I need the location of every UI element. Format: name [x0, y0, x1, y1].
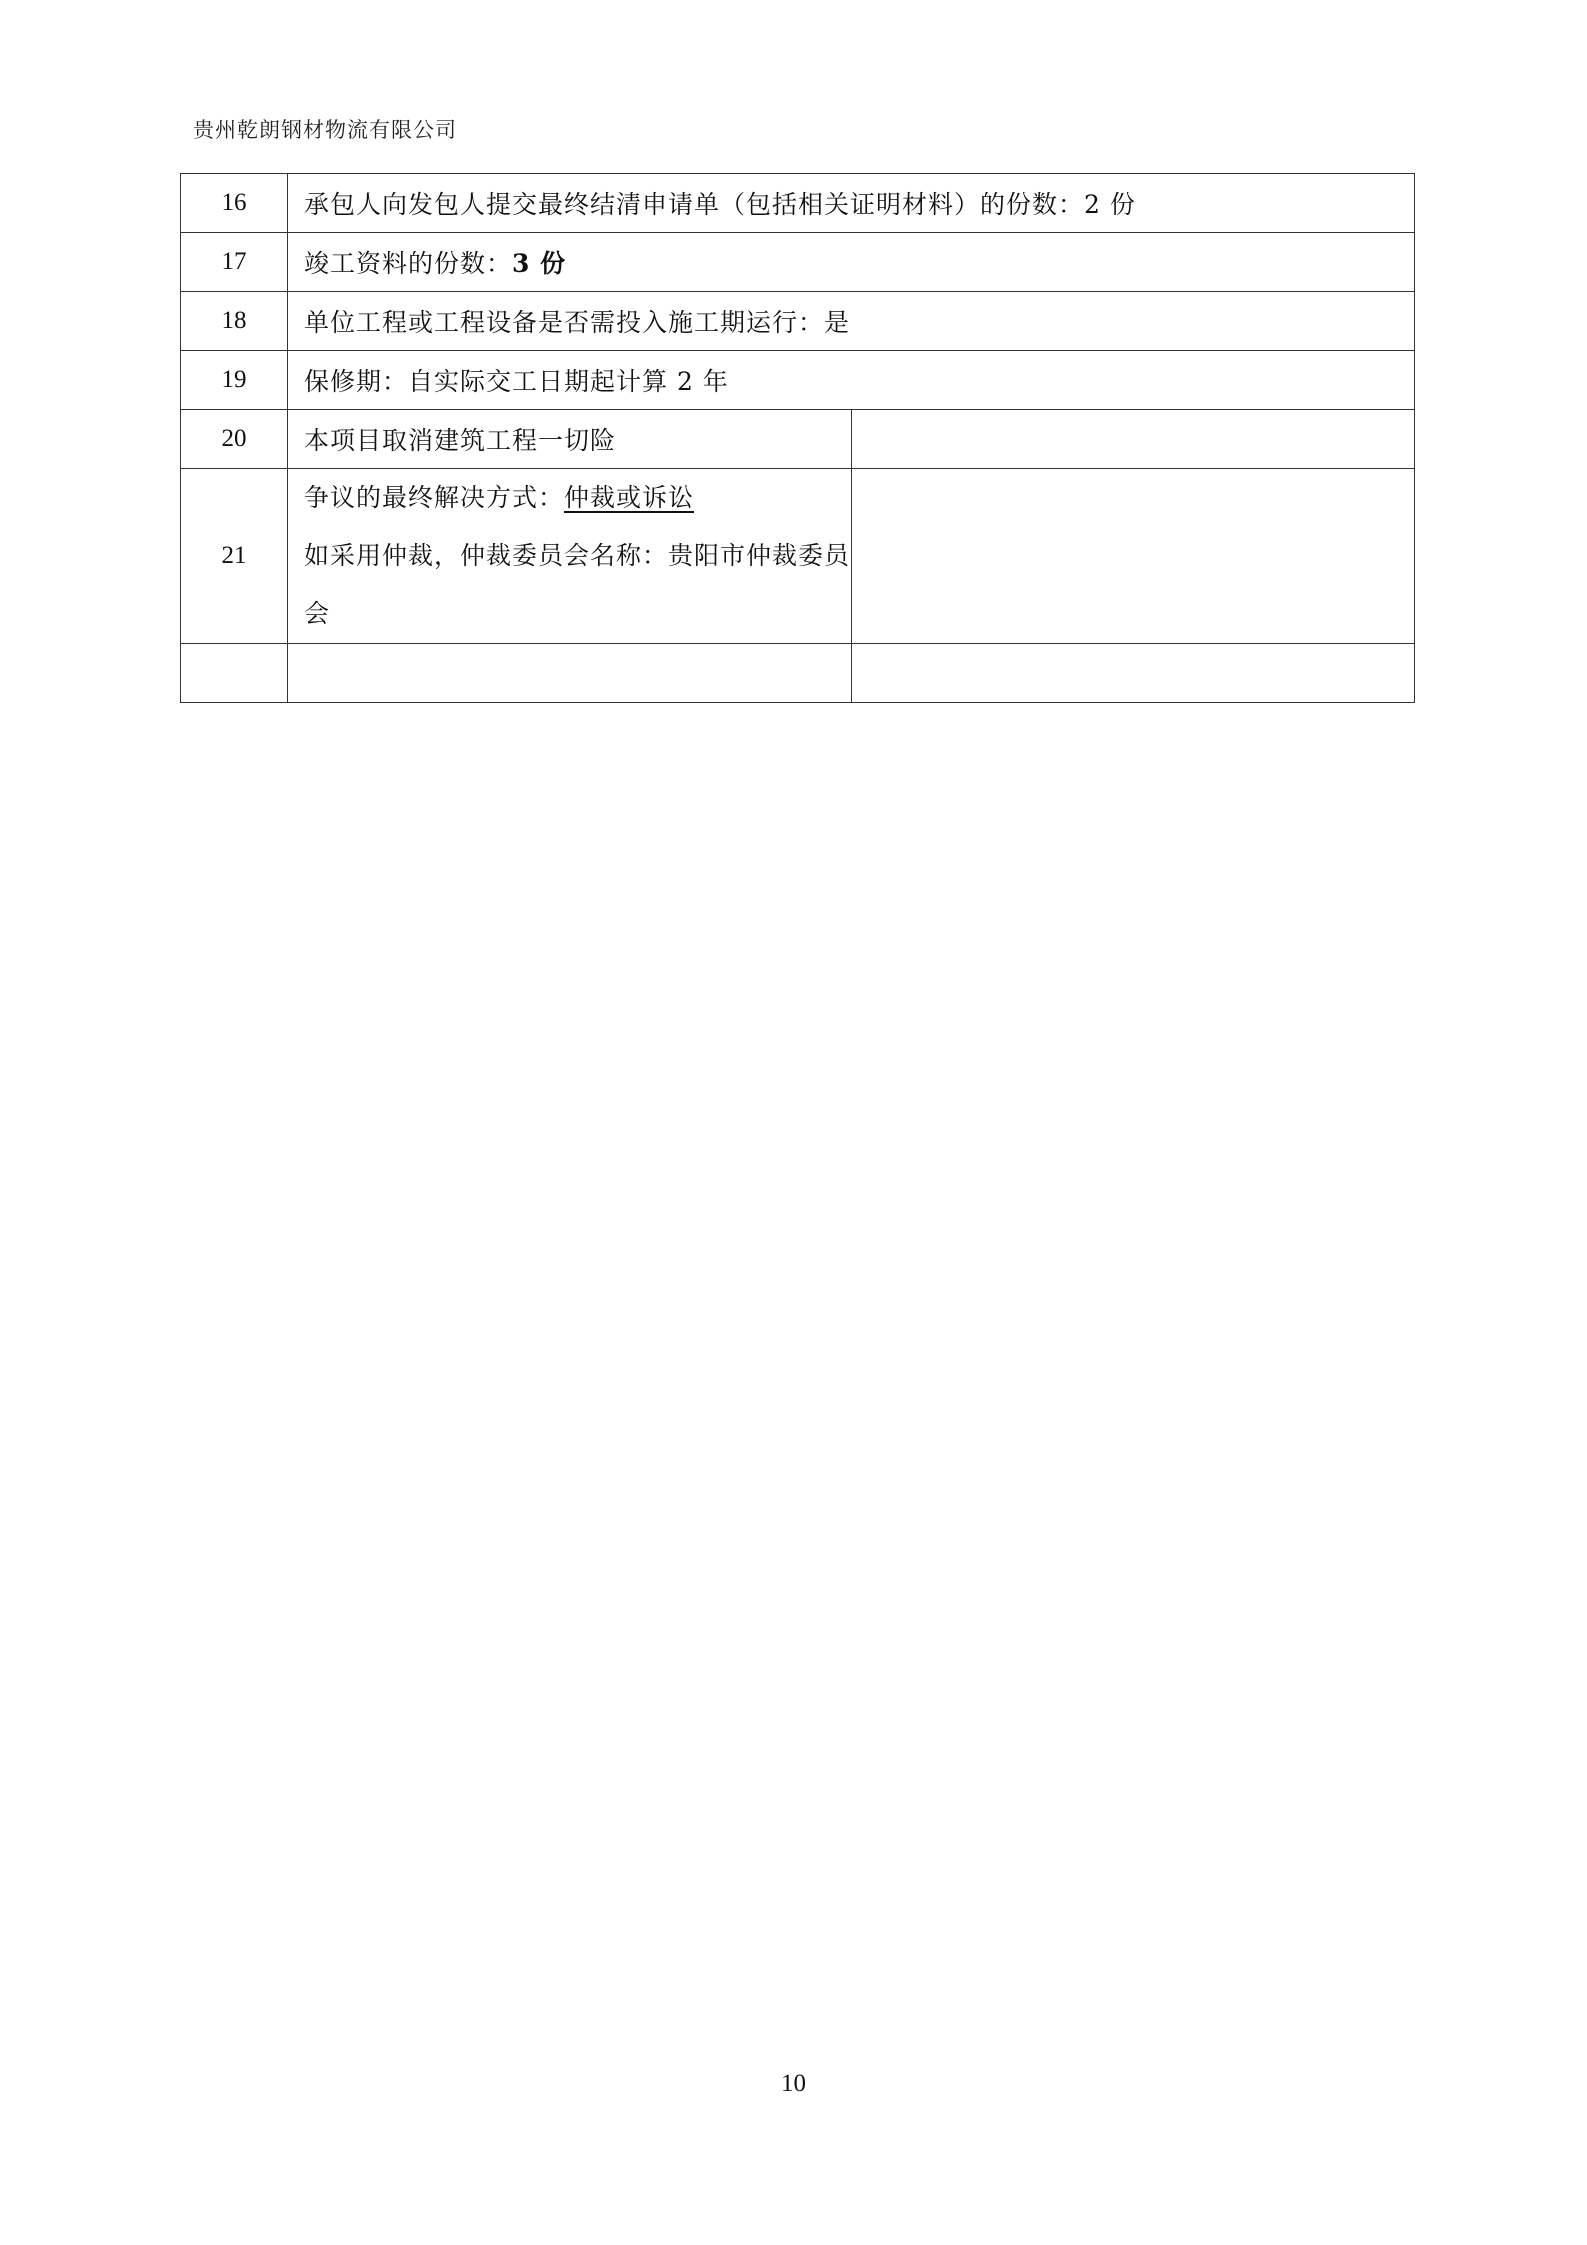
table-row — [181, 410, 1415, 469]
row-content: 单位工程或工程设备是否需投入施工期运行：是 — [288, 292, 1415, 351]
row-number: 17 — [181, 233, 288, 292]
table-row — [181, 469, 1415, 644]
empty-cell — [181, 644, 288, 703]
row-number: 19 — [181, 351, 288, 410]
row-number: 16 — [181, 174, 288, 233]
row-number: 18 — [181, 292, 288, 351]
company-header: 贵州乾朗钢材物流有限公司 — [193, 118, 457, 142]
table-row — [181, 351, 1415, 410]
table-row — [181, 174, 1415, 233]
empty-cell — [288, 644, 852, 703]
arbitration-line: 如采用仲裁，仲裁委员会名称：贵阳市仲裁委员会 — [304, 541, 851, 628]
row-content: 保修期：自实际交工日期起计算 2 年 — [288, 351, 1415, 410]
empty-cell — [851, 410, 1415, 469]
table-row — [181, 644, 1415, 703]
row-label: 竣工资料的份数： — [304, 249, 513, 278]
table-row — [181, 292, 1415, 351]
dispute-resolution-value: 仲裁或诉讼 — [564, 483, 695, 512]
row-content — [288, 469, 852, 644]
contract-terms-table — [180, 173, 1415, 703]
empty-cell — [851, 469, 1415, 644]
row-content: 本项目取消建筑工程一切险 — [288, 410, 852, 469]
row-value: 3 份 — [512, 249, 567, 278]
row-number: 20 — [181, 410, 288, 469]
row-content: 承包人向发包人提交最终结清申请单（包括相关证明材料）的份数：2 份 — [288, 174, 1415, 233]
row-label: 争议的最终解决方式： — [304, 483, 565, 512]
empty-cell — [851, 644, 1415, 703]
row-number: 21 — [181, 469, 288, 644]
page-number: 10 — [781, 2070, 806, 2097]
table-row — [181, 233, 1415, 292]
row-content — [288, 233, 1415, 292]
